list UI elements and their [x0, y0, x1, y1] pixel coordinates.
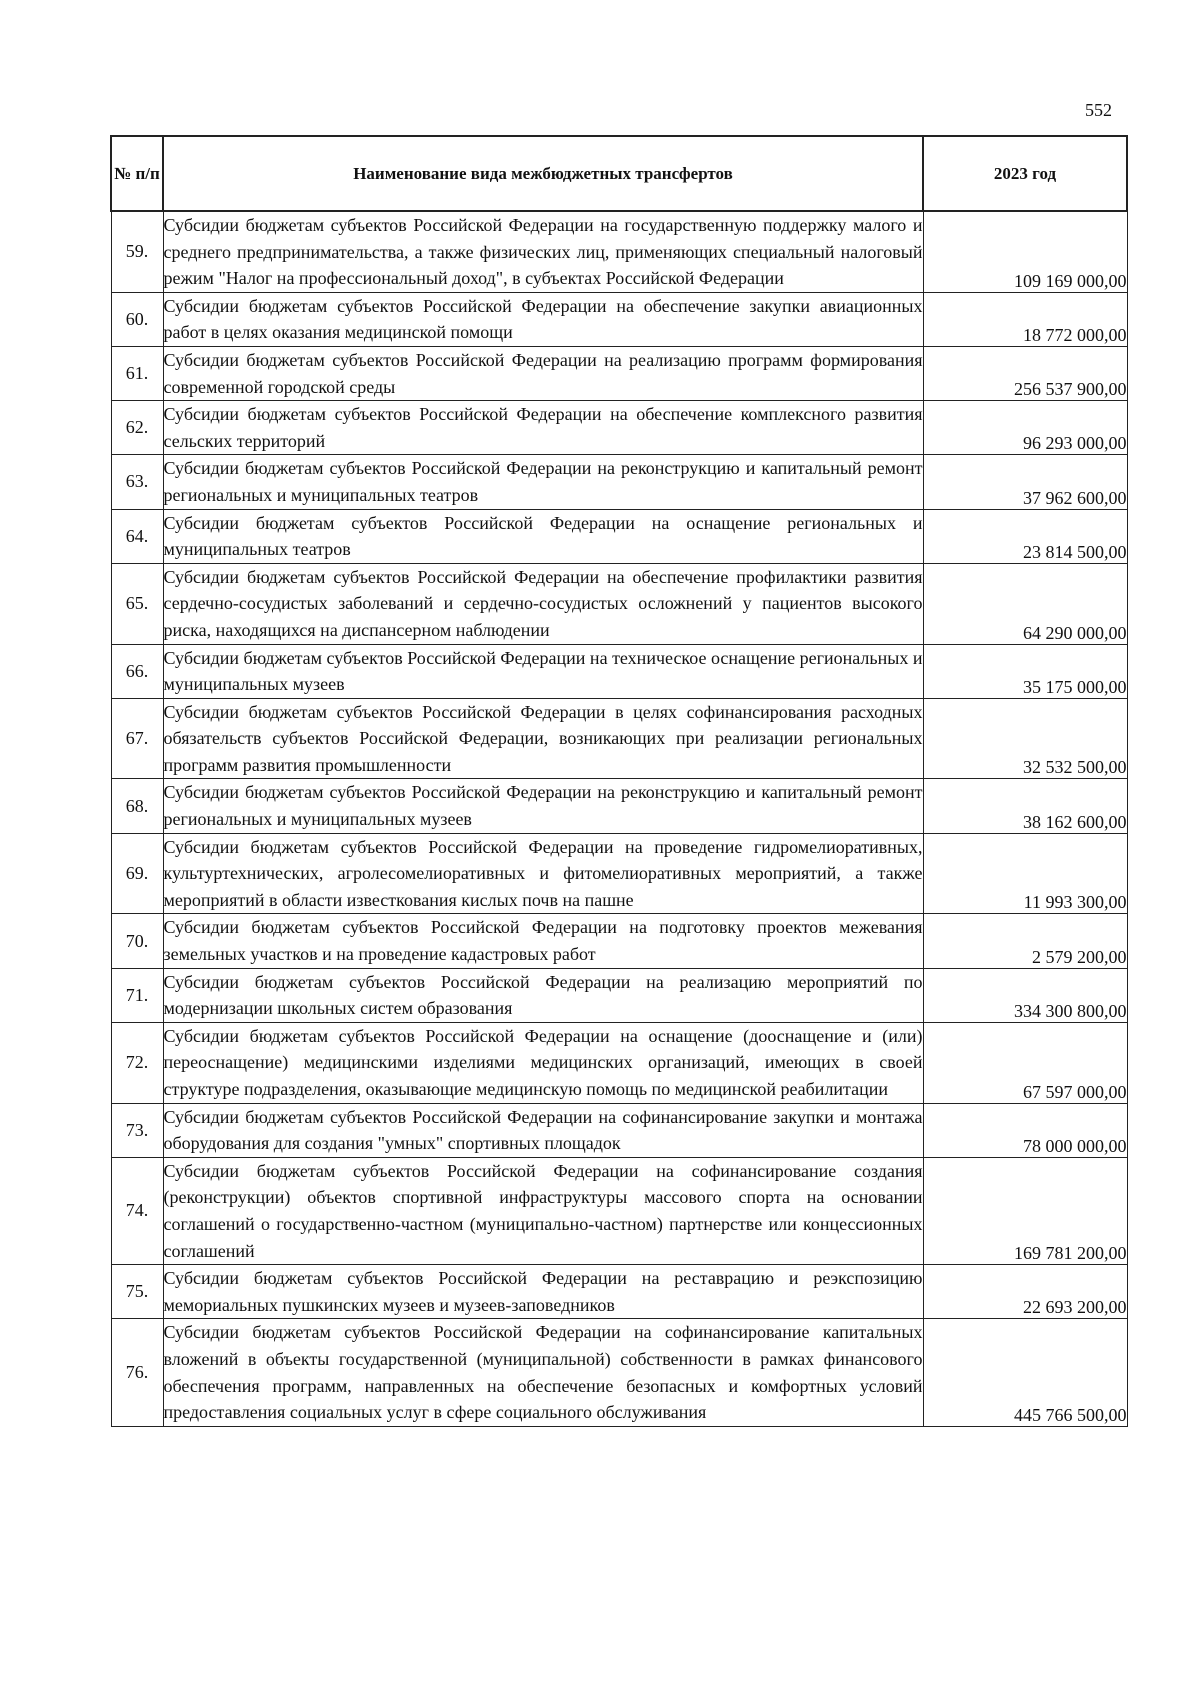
- row-name: Субсидии бюджетам субъектов Российской Федерации на реализацию мероприятий по модернизации школьных систем образования: [163, 968, 923, 1022]
- row-number: 67.: [111, 698, 163, 779]
- row-value: 64 290 000,00: [923, 563, 1127, 644]
- row-value: 256 537 900,00: [923, 346, 1127, 400]
- header-number: № п/п: [111, 136, 163, 211]
- table-row: [111, 1103, 1127, 1157]
- table-row: [111, 292, 1127, 346]
- row-name: Субсидии бюджетам субъектов Российской Федерации на государственную поддержку малого и среднего предпринимательства, а также физических лиц, применяющих специальный налоговый режим "Налог на профессиональный доход", в субъектах Российской Федерации: [163, 211, 923, 292]
- row-name: Субсидии бюджетам субъектов Российской Федерации на техническое оснащение региональных и муниципальных музеев: [163, 644, 923, 698]
- row-name: Субсидии бюджетам субъектов Российской Федерации на подготовку проектов межевания земельных участков и на проведение кадастровых работ: [163, 914, 923, 968]
- row-name: Субсидии бюджетам субъектов Российской Федерации в целях софинансирования расходных обязательств субъектов Российской Федерации, возникающих при реализации региональных программ развития промышленности: [163, 698, 923, 779]
- row-value: 22 693 200,00: [923, 1265, 1127, 1319]
- row-number: 63.: [111, 455, 163, 509]
- table-row: [111, 1157, 1127, 1264]
- row-number: 60.: [111, 292, 163, 346]
- row-name: Субсидии бюджетам субъектов Российской Федерации на реставрацию и реэкспозицию мемориальных пушкинских музеев и музеев-заповедников: [163, 1265, 923, 1319]
- row-name: Субсидии бюджетам субъектов Российской Федерации на софинансирование капитальных вложений в объекты государственной (муниципальной) собственности в рамках финансового обеспечения программ, направленных на обеспечение безопасных и комфортных условий предоставления социальных услуг в сфере социального обслуживания: [163, 1319, 923, 1426]
- row-value: 35 175 000,00: [923, 644, 1127, 698]
- table-row: [111, 779, 1127, 833]
- row-name: Субсидии бюджетам субъектов Российской Федерации на обеспечение комплексного развития сельских территорий: [163, 401, 923, 455]
- row-value: 67 597 000,00: [923, 1022, 1127, 1103]
- row-number: 75.: [111, 1265, 163, 1319]
- table-row: [111, 346, 1127, 400]
- row-name: Субсидии бюджетам субъектов Российской Федерации на софинансирование закупки и монтажа оборудования для создания "умных" спортивных площадок: [163, 1103, 923, 1157]
- table-row: [111, 1319, 1127, 1426]
- row-name: Субсидии бюджетам субъектов Российской Федерации на проведение гидромелиоративных, культуртехнических, агролесомелиоративных и фитомелиоративных мероприятий, а также мероприятий в области известкования кислых почв на пашне: [163, 833, 923, 914]
- row-name: Субсидии бюджетам субъектов Российской Федерации на оснащение (дооснащение и (или) переоснащение) медицинскими изделиями медицинских организаций, имеющих в своей структуре подразделения, оказывающие медицинскую помощь по медицинской реабилитации: [163, 1022, 923, 1103]
- row-number: 61.: [111, 346, 163, 400]
- row-value: 334 300 800,00: [923, 968, 1127, 1022]
- row-number: 71.: [111, 968, 163, 1022]
- row-number: 72.: [111, 1022, 163, 1103]
- table-row: [111, 563, 1127, 644]
- row-name: Субсидии бюджетам субъектов Российской Федерации на оснащение региональных и муниципальных театров: [163, 509, 923, 563]
- row-number: 65.: [111, 563, 163, 644]
- row-value: 37 962 600,00: [923, 455, 1127, 509]
- table-row: [111, 455, 1127, 509]
- row-value: 2 579 200,00: [923, 914, 1127, 968]
- row-value: 38 162 600,00: [923, 779, 1127, 833]
- row-value: 23 814 500,00: [923, 509, 1127, 563]
- row-value: 445 766 500,00: [923, 1319, 1127, 1426]
- row-name: Субсидии бюджетам субъектов Российской Федерации на реализацию программ формирования современной городской среды: [163, 346, 923, 400]
- header-name: Наименование вида межбюджетных трансфертов: [163, 136, 923, 211]
- table-row: [111, 914, 1127, 968]
- row-number: 66.: [111, 644, 163, 698]
- row-number: 73.: [111, 1103, 163, 1157]
- row-number: 76.: [111, 1319, 163, 1426]
- table-row: [111, 401, 1127, 455]
- row-value: 169 781 200,00: [923, 1157, 1127, 1264]
- row-value: 109 169 000,00: [923, 211, 1127, 292]
- row-name: Субсидии бюджетам субъектов Российской Федерации на реконструкцию и капитальный ремонт региональных и муниципальных музеев: [163, 779, 923, 833]
- row-name: Субсидии бюджетам субъектов Российской Федерации на реконструкцию и капитальный ремонт региональных и муниципальных театров: [163, 455, 923, 509]
- row-number: 68.: [111, 779, 163, 833]
- row-number: 70.: [111, 914, 163, 968]
- table-row: [111, 968, 1127, 1022]
- table-row: [111, 1265, 1127, 1319]
- table-row: [111, 211, 1127, 292]
- row-number: 64.: [111, 509, 163, 563]
- row-number: 69.: [111, 833, 163, 914]
- row-value: 11 993 300,00: [923, 833, 1127, 914]
- row-number: 62.: [111, 401, 163, 455]
- row-number: 74.: [111, 1157, 163, 1264]
- table-body: [111, 211, 1127, 1426]
- header-value: 2023 год: [923, 136, 1127, 211]
- transfers-table: [110, 135, 1128, 1427]
- row-value: 32 532 500,00: [923, 698, 1127, 779]
- row-name: Субсидии бюджетам субъектов Российской Федерации на обеспечение профилактики развития сердечно-сосудистых заболеваний и сердечно-сосудистых осложнений у пациентов высокого риска, находящихся на диспансерном наблюдении: [163, 563, 923, 644]
- row-value: 96 293 000,00: [923, 401, 1127, 455]
- row-value: 18 772 000,00: [923, 292, 1127, 346]
- row-name: Субсидии бюджетам субъектов Российской Федерации на софинансирование создания (реконструкции) объектов спортивной инфраструктуры массового спорта на основании соглашений о государственно-частном (муниципально-частном) партнерстве или концессионных соглашений: [163, 1157, 923, 1264]
- table-row: [111, 833, 1127, 914]
- table-row: [111, 698, 1127, 779]
- table-row: [111, 644, 1127, 698]
- row-name: Субсидии бюджетам субъектов Российской Федерации на обеспечение закупки авиационных работ в целях оказания медицинской помощи: [163, 292, 923, 346]
- table-header-row: [111, 136, 1127, 211]
- page-number: 552: [1085, 100, 1112, 120]
- row-number: 59.: [111, 211, 163, 292]
- row-value: 78 000 000,00: [923, 1103, 1127, 1157]
- table-row: [111, 509, 1127, 563]
- table-row: [111, 1022, 1127, 1103]
